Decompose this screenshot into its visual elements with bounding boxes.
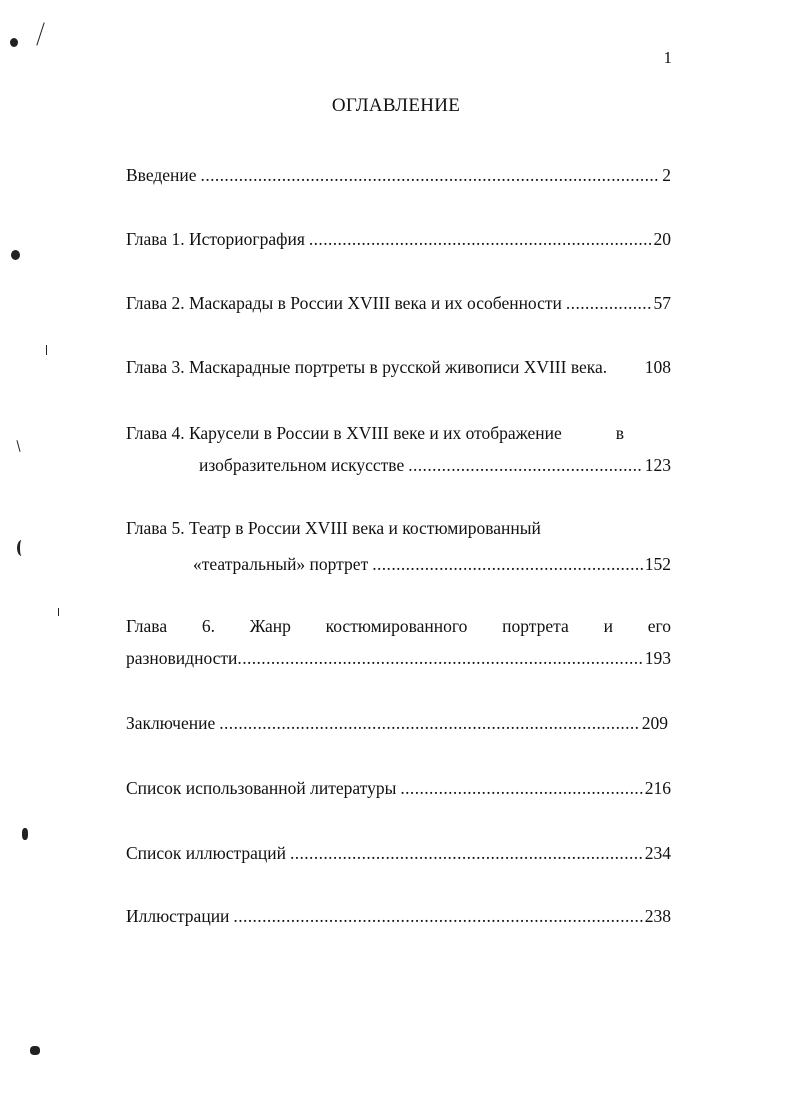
leader-dots: [408, 452, 643, 478]
toc-entry-label-line2: разновидности: [126, 648, 238, 668]
toc-entry-label: Глава 3. Маскарадные портреты в русской живописи XVIII века.: [126, 357, 608, 377]
toc-entry-page: 238: [644, 906, 671, 926]
toc-entry-chapter-4[interactable]: [126, 420, 671, 478]
page-title: ОГЛАВЛЕНИЕ: [331, 95, 461, 116]
toc-entry-label: Список использованной литературы: [126, 778, 397, 798]
toc-entry-chapter-3[interactable]: [126, 354, 671, 380]
toc-entry-label-line1-tail: в: [615, 423, 624, 443]
scan-artifact-stroke: [16, 440, 20, 452]
toc-entry-page: 2: [662, 165, 671, 185]
toc-entry-page: 20: [653, 229, 671, 249]
toc-entry-label-line1: Глава 5. Театр в России XVIII века и костюмированный: [126, 518, 541, 538]
scan-artifact-dot: [58, 608, 59, 616]
leader-dots: [400, 775, 642, 801]
word: костюмированного: [325, 616, 468, 636]
toc-entry-list-of-illustrations[interactable]: [126, 840, 671, 866]
word: 6.: [201, 616, 215, 636]
toc-entry-label: Заключение: [126, 713, 216, 733]
scan-artifact-dot: [11, 250, 20, 260]
word: его: [647, 616, 671, 636]
leader-dots: [201, 162, 661, 188]
leader-dots: [372, 551, 643, 577]
toc-entry-label-line1: Глава 4. Карусели в России в XVIII веке и их отображение: [126, 423, 562, 443]
toc-entry-label: Введение: [126, 165, 197, 185]
toc-entry-chapter-6[interactable]: [126, 613, 671, 671]
scan-artifact-dot: [22, 828, 28, 840]
leader-dots: [309, 226, 652, 252]
scan-artifact-stroke: [36, 22, 44, 45]
toc-entry-label: Глава 2. Маскарады в России XVIII века и их особенности: [126, 293, 562, 313]
toc-entry-chapter-2[interactable]: [126, 290, 671, 316]
toc-entry-chapter-1[interactable]: [126, 226, 671, 252]
toc-entry-introduction[interactable]: [126, 162, 671, 188]
word: Глава: [126, 616, 168, 636]
toc-entry-page: 234: [644, 843, 671, 863]
word: и: [603, 616, 613, 636]
toc-entry-label-line1: [126, 613, 671, 639]
toc-entry-bibliography[interactable]: [126, 775, 671, 801]
toc-entry-label: Список иллюстраций: [126, 843, 286, 863]
toc-entry-page: 57: [653, 293, 671, 313]
toc-entry-label-line2: «театральный» портрет: [193, 554, 369, 574]
toc-entry-label: Иллюстрации: [126, 906, 230, 926]
leader-dots: [237, 645, 642, 671]
toc-entry-page: 108: [644, 357, 671, 377]
toc-entry-chapter-5[interactable]: [126, 515, 671, 577]
scan-artifact-dot: [30, 1046, 40, 1055]
leader-dots: [566, 290, 652, 316]
toc-entry-conclusion[interactable]: [126, 710, 671, 736]
scan-artifact-dot: [46, 345, 47, 355]
leader-dots: [290, 840, 643, 866]
toc-entry-page: 152: [644, 554, 671, 574]
word: Жанр: [249, 616, 291, 636]
scan-artifact-dot: [10, 38, 18, 47]
leader-dots: [233, 903, 642, 929]
toc-entry-page: 193: [644, 648, 671, 668]
toc-entry-label-line2: изобразительном искусстве: [199, 455, 405, 475]
toc-entry-label: Глава 1. Историография: [126, 229, 305, 249]
toc-entry-page: 209: [641, 713, 668, 733]
leader-dots: [219, 710, 640, 736]
toc-entry-illustrations[interactable]: [126, 903, 671, 929]
scan-artifact-curve: [17, 540, 26, 556]
page-number: 1: [663, 48, 672, 67]
word: портрета: [502, 616, 569, 636]
toc-entry-page: 216: [644, 778, 671, 798]
toc-entry-page: 123: [644, 455, 671, 475]
